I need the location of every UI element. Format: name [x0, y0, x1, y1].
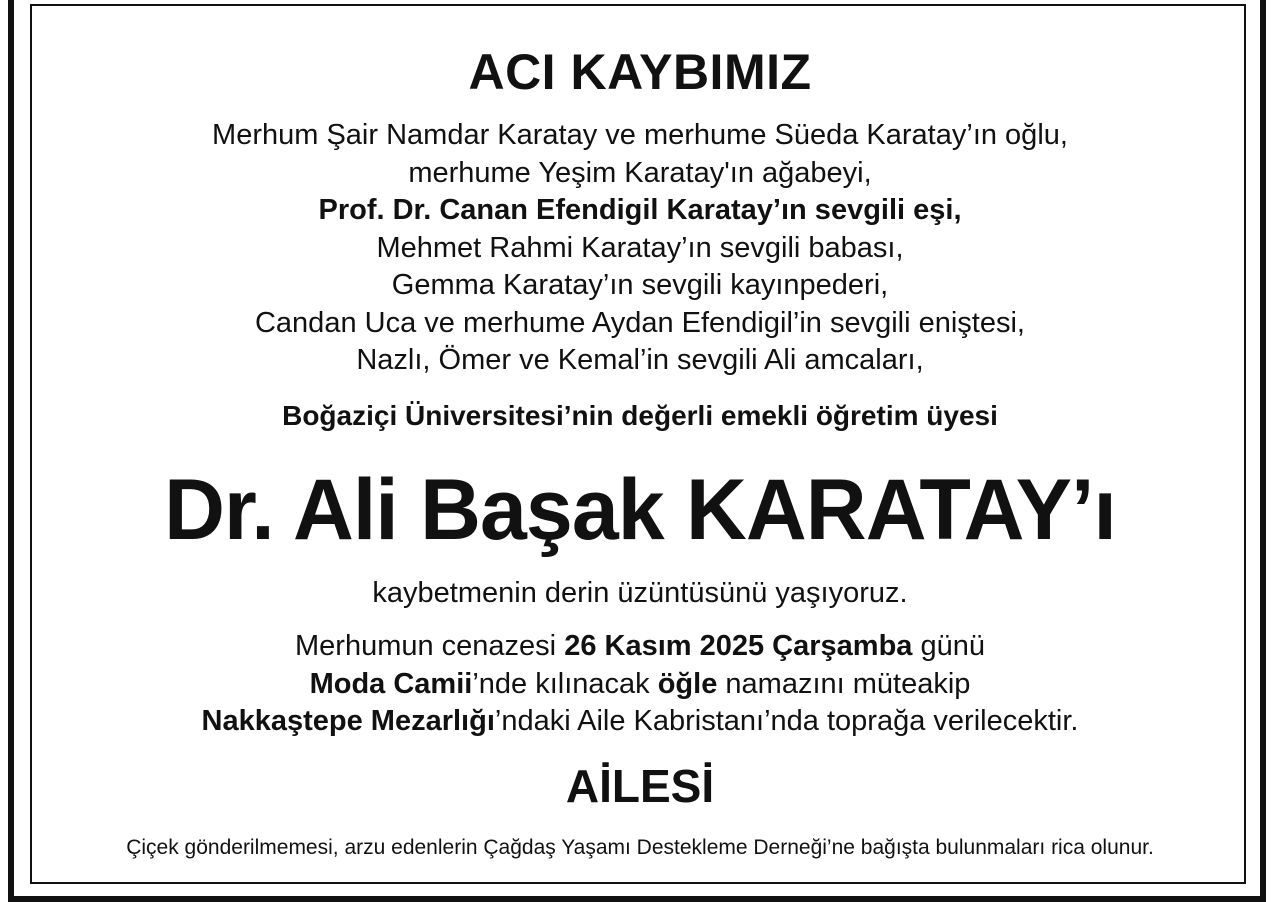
funeral-mosque: Moda Camii [309, 667, 473, 700]
relation-line: Mehmet Rahmi Karatay’ın sevgili babası, [376, 231, 904, 264]
funeral-line-date [0, 628, 1280, 666]
relation-line: merhume Yeşim Karatay'ın ağabeyi, [408, 156, 872, 189]
relation-line: Candan Uca ve merhume Aydan Efendigil’in sevgili eniştesi, [254, 306, 1025, 339]
signature: AİLESİ [565, 760, 715, 812]
relations-list [0, 117, 1280, 380]
funeral-text: ’ndaki Aile Kabristanı’nda toprağa verilecektir. [494, 705, 1079, 737]
funeral-details [0, 628, 1280, 741]
funeral-text: Merhumun cenazesi [295, 630, 565, 662]
deceased-name: Dr. Ali Başak KARATAY’ı [164, 462, 1116, 558]
funeral-line-cemetery [0, 703, 1280, 741]
loss-statement: kaybetmenin derin üzüntüsünü yaşıyoruz. [372, 577, 908, 609]
footnote: Çiçek gönderilmemesi, arzu edenlerin Çağdaş Yaşamı Destekleme Derneği’ne bağışta bulunmaları rica olunur. [126, 836, 1154, 859]
relation-line: Nazlı, Ömer ve Kemal’in sevgili Ali amcaları, [356, 344, 924, 376]
relation-line: Gemma Karatay’ın sevgili kayınpederi, [391, 269, 889, 301]
funeral-text: namazını müteakip [717, 667, 971, 700]
funeral-prayer: öğle [657, 667, 718, 700]
relation-line-spouse: Prof. Dr. Canan Efendigil Karatay’ın sevgili eşi, [318, 194, 962, 226]
funeral-date: 26 Kasım 2025 Çarşamba [564, 630, 913, 662]
funeral-line-mosque [0, 666, 1280, 704]
funeral-text: günü [912, 630, 985, 662]
funeral-text: ’nde kılınacak [472, 667, 658, 700]
funeral-cemetery: Nakkaştepe Mezarlığı [201, 705, 495, 737]
relation-line: Merhum Şair Namdar Karatay ve merhume Süeda Karatay’ın oğlu, [212, 119, 1068, 151]
notice-title: ACI KAYBIMIZ [468, 44, 812, 100]
affiliation: Boğaziçi Üniversitesi’nin değerli emekli öğretim üyesi [282, 400, 998, 431]
